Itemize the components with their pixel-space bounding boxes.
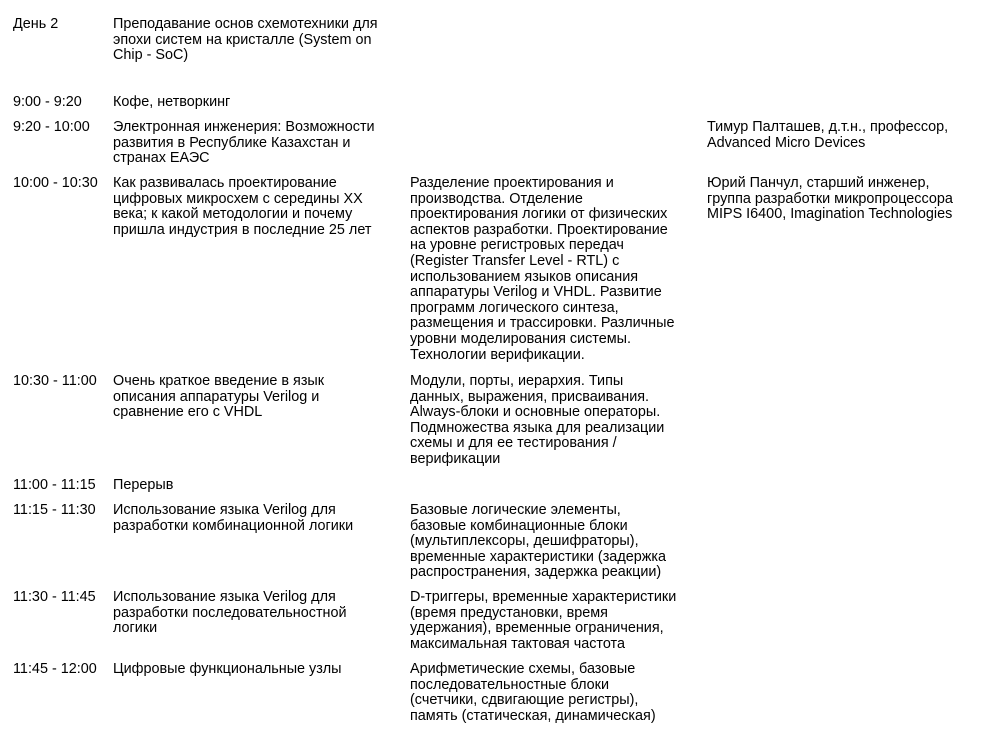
row-title: Цифровые функциональные узлы [113,661,342,677]
row-description: Базовые логические элементы, базовые комбинационные блоки (мультиплексоры, дешифраторы), временные характеристики (задержка распространения, задержка реакции) [410,502,666,581]
row-description: Разделение проектирования и производства. Отделение проектирования логики от физических аспектов разработки. Проектирование на уровне регистровых передач (Register Transfer Level - RTL) с использованием языков описания аппаратуры Verilog и VHDL. Развитие программ логического синтеза, размещения и трассировки. Различные уровни моделирования системы. Технологии верификации. [410,175,675,363]
row-time: 11:15 - 11:30 [13,502,96,518]
row-title: Как развивалась проектирование цифровых микросхем с середины XX века; к какой методологии и почему пришла индустрия в последние 25 лет [113,175,372,238]
day-label: День 2 [13,16,59,32]
row-title: Электронная инженерия: Возможности развития в Республике Казахстан и странах ЕАЭС [113,119,375,167]
row-time: 11:00 - 11:15 [13,477,96,493]
row-description: D-триггеры, временные характеристики (время предустановки, время удержания), временные ограничения, максимальная тактовая частота [410,589,677,652]
row-speaker: Тимур Палташев, д.т.н., профессор, Advanced Micro Devices [707,119,949,151]
row-description: Модули, порты, иерархия. Типы данных, выражения, присваивания. Always-блоки и основные операторы. Подмножества языка для реализации схемы и для ее тестирования / верификации [410,373,665,467]
row-time: 9:20 - 10:00 [13,119,90,135]
day-title: Преподавание основ схемотехники для эпохи систем на кристалле (System on Chip - SoC) [113,16,378,64]
row-title: Перерыв [113,477,174,493]
row-time: 11:30 - 11:45 [13,589,96,605]
row-time: 11:45 - 12:00 [13,661,97,677]
row-title: Использование языка Verilog для разработки последовательностной логики [113,589,347,637]
row-title: Очень краткое введение в язык описания аппаратуры Verilog и сравнение его с VHDL [113,373,325,421]
row-title: Использование языка Verilog для разработки комбинационной логики [113,502,354,534]
row-time: 9:00 - 9:20 [13,94,82,110]
row-time: 10:00 - 10:30 [13,175,98,191]
row-speaker: Юрий Панчул, старший инженер, группа разработки микропроцессора MIPS I6400, Imagination Technologies [707,175,953,223]
row-description: Арифметические схемы, базовые последовательностные блоки (счетчики, сдвигающие регистры), память (статическая, динамическая) [410,661,656,724]
row-time: 10:30 - 11:00 [13,373,97,389]
row-title: Кофе, нетворкинг [113,94,231,110]
